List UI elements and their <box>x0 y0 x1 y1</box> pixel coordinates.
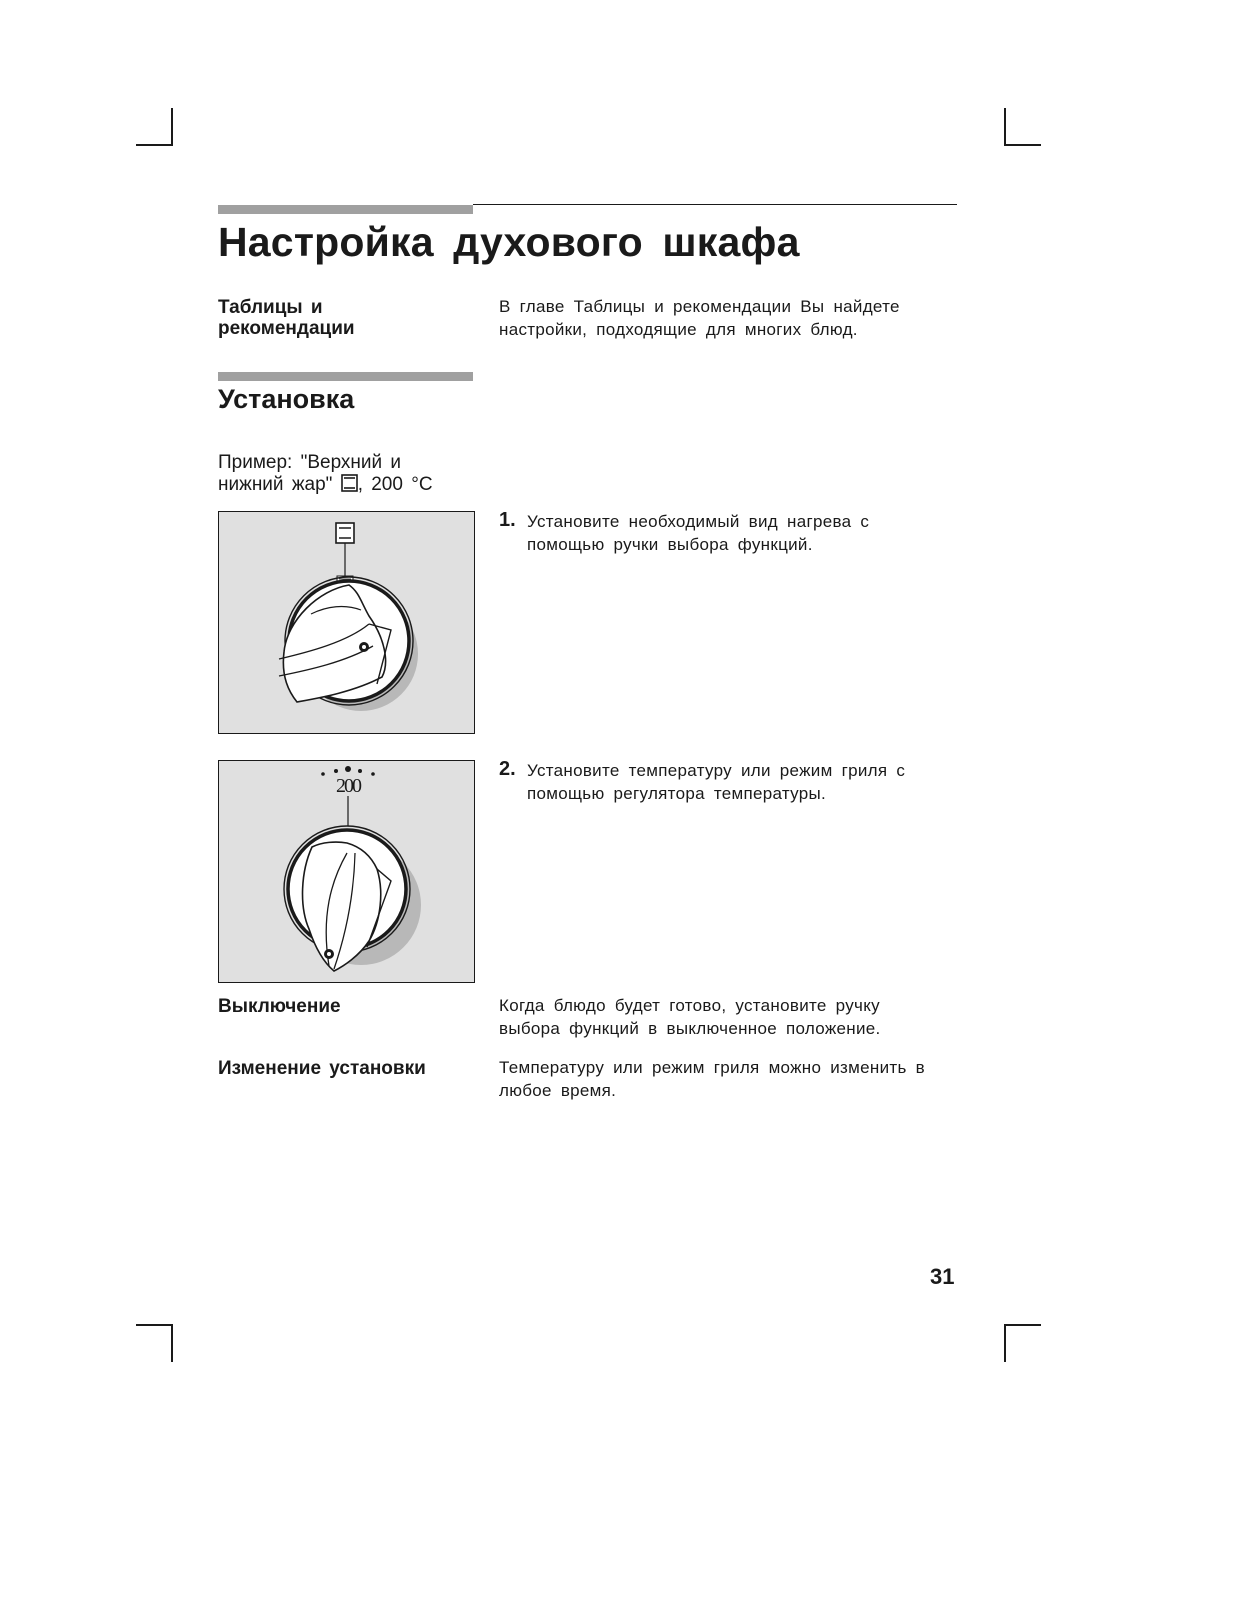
setup-example-line2-a: нижний жар" <box>218 474 333 495</box>
setup-example-line2-b: , 200 °C <box>357 474 433 495</box>
off-text-line1: Когда блюдо будет готово, установите ручку <box>499 996 880 1015</box>
step1-text-line1: Установите необходимый вид нагрева с <box>527 512 870 531</box>
off-text <box>499 994 969 1040</box>
setup-example-line2 <box>218 474 478 498</box>
page-number: 31 <box>930 1264 955 1289</box>
top-bottom-heat-icon <box>341 474 358 498</box>
step2-text-line1: Установите температуру или режим гриля с <box>527 761 906 780</box>
dial-temperature-label: 200 <box>336 775 360 797</box>
crop-mark-tr-h <box>1004 144 1041 146</box>
function-knob-drawing <box>219 512 474 733</box>
change-text <box>499 1056 969 1102</box>
title-gray-bar <box>218 205 473 214</box>
setup-example <box>218 452 478 498</box>
tables-text <box>499 295 969 341</box>
crop-mark-bl-v <box>171 1324 173 1362</box>
temperature-knob-drawing <box>219 761 474 982</box>
change-text-line2: любое время. <box>499 1081 617 1100</box>
step2-text <box>527 759 967 805</box>
step2-text-line2: помощью регулятора температуры. <box>527 784 827 803</box>
tables-label: Таблицы и рекомендации <box>218 297 355 339</box>
setup-gray-bar <box>218 372 473 381</box>
page-title: Настройка духового шкафа <box>218 219 800 265</box>
crop-mark-br-v <box>1004 1324 1006 1362</box>
setup-example-line1: Пример: "Верхний и <box>218 452 402 473</box>
tables-text-line1: В главе Таблицы и рекомендации Вы найдете <box>499 297 900 316</box>
change-label: Изменение установки <box>218 1058 426 1079</box>
title-rule <box>473 204 957 205</box>
crop-mark-br-h <box>1004 1324 1041 1326</box>
temperature-knob-illustration <box>218 760 475 983</box>
crop-mark-bl-h <box>136 1324 173 1326</box>
function-knob-illustration <box>218 511 475 734</box>
crop-mark-tr-v <box>1004 108 1006 146</box>
off-label: Выключение <box>218 996 341 1017</box>
step1-text-line2: помощью ручки выбора функций. <box>527 535 813 554</box>
crop-mark-tl-v <box>171 108 173 146</box>
step2-number: 2. <box>499 758 516 780</box>
step1-number: 1. <box>499 509 516 531</box>
off-text-line2: выбора функций в выключенное положение. <box>499 1019 881 1038</box>
change-text-line1: Температуру или режим гриля можно изменить в <box>499 1058 925 1077</box>
setup-heading: Установка <box>218 384 355 414</box>
step1-text <box>527 510 967 556</box>
crop-mark-tl-h <box>136 144 173 146</box>
tables-text-line2: настройки, подходящие для многих блюд. <box>499 320 858 339</box>
